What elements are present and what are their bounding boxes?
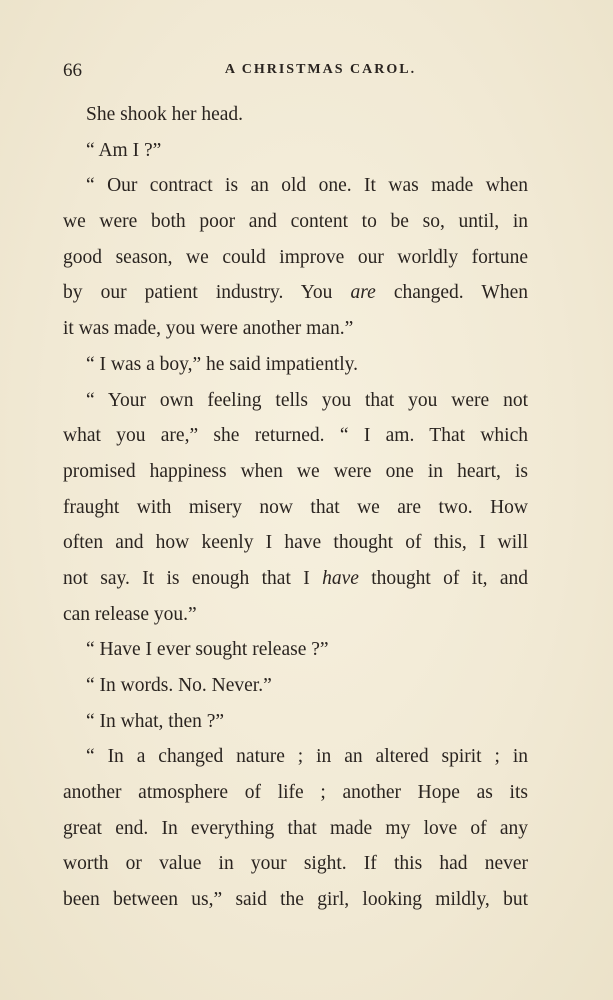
text-line (63, 275, 528, 311)
text-line: “ Our contract is an old one. It was made when (86, 175, 528, 197)
text-line: great end. In everything that made my love of any (63, 817, 528, 839)
italic-word: have (322, 567, 359, 589)
text-line: “ Your own feeling tells you that you were not (86, 389, 528, 411)
text-line: “ Have I ever sought release ?” (86, 639, 329, 661)
text-line: “ In words. No. Never.” (86, 675, 272, 696)
text-line: worth or value in your sight. If this had never (63, 853, 528, 875)
text-segment: by our patient industry. You (63, 282, 351, 304)
text-line: “ In what, then ?” (86, 710, 225, 732)
text-line: can release you.” (63, 603, 197, 625)
text-line: we were both poor and content to be so, until, in (63, 211, 528, 233)
text-line: what you are,” she returned. “ I am. That which (63, 425, 528, 447)
text-line: it was made, you were another man.” (63, 318, 354, 340)
body-text (63, 97, 528, 918)
text-line (63, 561, 528, 597)
text-line: “ I was a boy,” he said impatiently. (86, 353, 359, 375)
text-line: She shook her head. (86, 104, 244, 125)
text-line: another atmosphere of life ; another Hope as its (63, 782, 528, 804)
text-line: “ In a changed nature ; in an altered spirit ; in (86, 746, 528, 768)
text-line: often and how keenly I have thought of this, I will (63, 532, 528, 554)
text-segment: changed. When (375, 282, 528, 304)
text-segment: not say. It is enough that I (63, 567, 323, 589)
page-number: 66 (63, 60, 82, 81)
text-segment: thought of it, and (358, 567, 528, 589)
text-line: fraught with misery now that we are two. How (63, 496, 528, 518)
running-head (63, 60, 528, 86)
text-line: promised happiness when we were one in heart, is (63, 460, 528, 482)
text-line: good season, we could improve our worldly fortune (63, 246, 528, 268)
text-line: been between us,” said the girl, looking mildly, but (63, 889, 528, 911)
text-line: “ Am I ?” (86, 139, 162, 161)
italic-word: are (350, 282, 376, 304)
book-title: A CHRISTMAS CAROL. (224, 62, 417, 77)
